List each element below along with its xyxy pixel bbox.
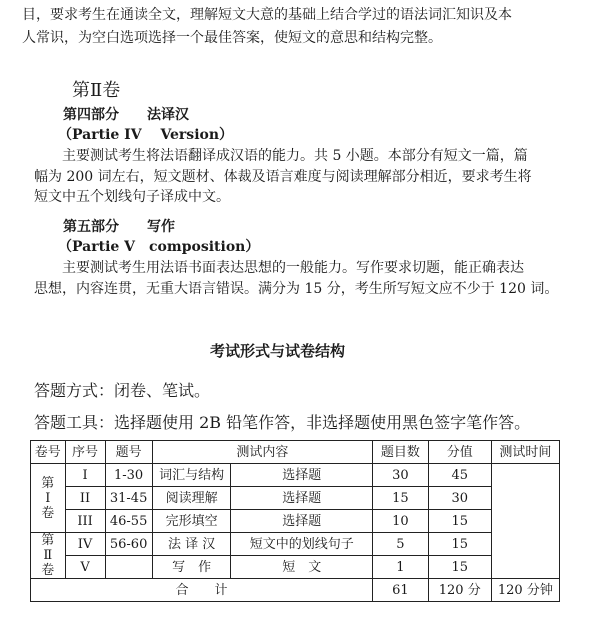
- header-range: 题号: [105, 441, 152, 464]
- intro-line-1: 目，要求考生在通读全文，理解短文大意的基础上结合学过的语法词汇知识及本: [22, 7, 512, 23]
- section-title: 考试形式与试卷结构: [210, 342, 346, 360]
- total-label: 合 计: [31, 579, 373, 602]
- row-content: 完形填空: [152, 510, 231, 533]
- volume-title: 第Ⅱ卷: [72, 80, 121, 101]
- part4-line-1: 主要测试考生将法语翻译成汉语的能力。共 5 小题。本部分有短文一篇，篇: [62, 148, 528, 164]
- part4-line-3: 短文中五个划线句子译成中文。: [34, 189, 230, 205]
- row-range: 31-45: [105, 487, 152, 510]
- row-content: 法 译 汉: [152, 533, 231, 556]
- row-no: II: [65, 487, 105, 510]
- row-range: 46-55: [105, 510, 152, 533]
- row-content: 阅读理解: [152, 487, 231, 510]
- row-content: 写 作: [152, 556, 231, 579]
- part5-heading: 第五部分 写作: [63, 219, 175, 235]
- row-type: 选择题: [231, 464, 373, 487]
- row-type: 选择题: [231, 487, 373, 510]
- table-row: [31, 510, 560, 533]
- part4-line-2: 幅为 200 词左右，短文题材、体裁及语言难度与阅读理解部分相近，要求考生将: [34, 169, 532, 185]
- row-score: 45: [428, 464, 491, 487]
- exam-tools: 答题工具：选择题使用 2B 铅笔作答，非选择题使用黑色签字笔作答。: [34, 413, 531, 432]
- row-no: I: [65, 464, 105, 487]
- time-empty-cell: [491, 464, 559, 579]
- header-no: 序号: [65, 441, 105, 464]
- row-score: 15: [428, 556, 491, 579]
- row-content: 词汇与结构: [152, 464, 231, 487]
- row-count: 30: [373, 464, 429, 487]
- row-count: 10: [373, 510, 429, 533]
- header-time: 测试时间: [491, 441, 559, 464]
- intro-line-2: 人常识，为空白选项选择一个最佳答案，使短文的意思和结构完整。: [22, 30, 442, 46]
- row-type: 短 文: [231, 556, 373, 579]
- row-score: 15: [428, 533, 491, 556]
- row-count: 15: [373, 487, 429, 510]
- row-score: 30: [428, 487, 491, 510]
- vol1-cell: 第 Ⅰ 卷: [31, 464, 66, 533]
- header-vol: 卷号: [31, 441, 66, 464]
- exam-structure-table: [30, 440, 560, 602]
- table-row: [31, 556, 560, 579]
- exam-method: 答题方式：闭卷、笔试。: [34, 381, 211, 400]
- row-type: 选择题: [231, 510, 373, 533]
- part5-heading-fr: （Partie V composition）: [58, 239, 260, 255]
- row-range: 1-30: [105, 464, 152, 487]
- part4-heading-fr: （Partie IV Version）: [58, 127, 234, 143]
- row-no: IV: [65, 533, 105, 556]
- table-row: [31, 487, 560, 510]
- header-count: 题目数: [373, 441, 429, 464]
- row-score: 15: [428, 510, 491, 533]
- row-type: 短文中的划线句子: [231, 533, 373, 556]
- header-score: 分值: [428, 441, 491, 464]
- vol2-cell: 第 Ⅱ 卷: [31, 533, 66, 579]
- part4-heading: 第四部分 法译汉: [63, 107, 189, 123]
- total-count: 61: [373, 579, 429, 602]
- total-time: 120 分钟: [491, 579, 559, 602]
- row-range: 56-60: [105, 533, 152, 556]
- part5-line-1: 主要测试考生用法语书面表达思想的一般能力。写作要求切题，能正确表达: [62, 260, 524, 276]
- part5-line-2: 思想，内容连贯，无重大语言错误。满分为 15 分，考生所写短文应不少于 120 词。: [34, 281, 559, 297]
- table-total-row: [31, 579, 560, 602]
- total-score: 120 分: [428, 579, 491, 602]
- row-no: V: [65, 556, 105, 579]
- table-row: [31, 464, 560, 487]
- header-content: 测试内容: [152, 441, 372, 464]
- row-range: [105, 556, 152, 579]
- table-header-row: [31, 441, 560, 464]
- row-count: 5: [373, 533, 429, 556]
- table-row: [31, 533, 560, 556]
- row-no: III: [65, 510, 105, 533]
- row-count: 1: [373, 556, 429, 579]
